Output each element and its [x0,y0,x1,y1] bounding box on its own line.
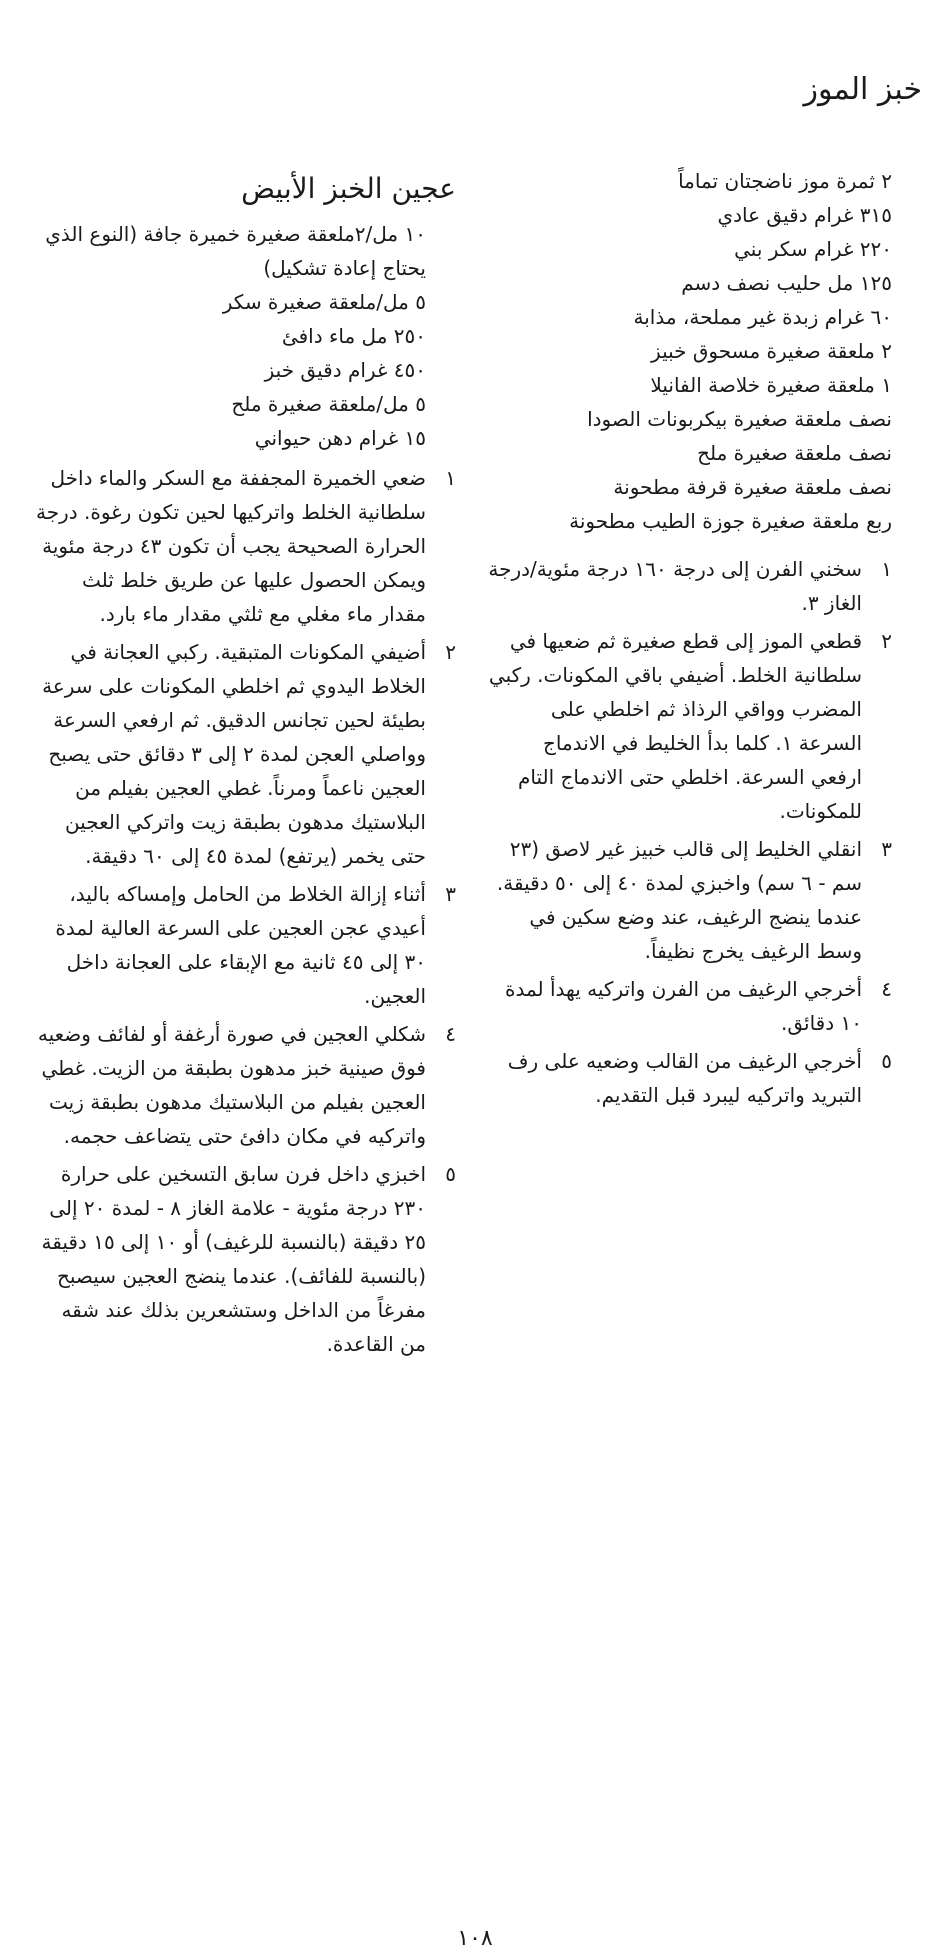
ingredient-item: ٥ مل/ملعقة صغيرة ملح [231,392,426,416]
ingredient-item: ٢٢٠ غرام سكر بني [734,237,892,261]
ingredient-item: ١٥ غرام دهن حيواني [254,426,426,450]
ingredient-item: ٢٥٠ مل ماء دافئ [281,324,426,348]
white-bread-column [32,172,456,1365]
ingredient-item: ٦٠ غرام زبدة غير مملحة، مذابة [633,305,892,329]
step-number: ٥ [445,1162,456,1186]
ingredient-item: ربع ملعقة صغيرة جوزة الطيب مطحونة [569,509,892,533]
ingredient-item: ٣١٥ غرام دقيق عادي [717,203,892,227]
page-number: ١٠٨ [457,1926,493,1951]
ingredient-item: ١ ملعقة صغيرة خلاصة الفانيلا [650,373,892,397]
step-item [32,877,456,1013]
page-title: خبز الموز [803,72,922,107]
section-title: عجين الخبز الأبيض [241,172,456,205]
step-text: اخبزي داخل فرن سابق التسخين على حرارة ٢٣٠ درجة مئوية - علامة الغاز ٨ - لمدة ٢٠ إلى ٢٥ دقيقة (بالنسبة للرغيف) أو ١٠ إلى ١٥ دقيقة (بالنسبة للفائف). عندما ينضج العجين سيصبح مفرغاً من الداخل وستشعرين بذلك عند شقه من القاعدة. [41,1162,426,1356]
step-item [32,1157,456,1361]
step-item [488,832,892,968]
banana-bread-column [488,164,892,1116]
step-text: شكلي العجين في صورة أرغفة أو لفائف وضعيه فوق صينية خبز مدهون بطبقة من الزيت. غطي العجين بفيلم من البلاستيك مدهون بطبقة زيت واتركيه في مكان دافئ حتى يتضاعف حجمه. [37,1022,426,1148]
step-text: أخرجي الرغيف من القالب وضعيه على رف التبريد واتركيه ليبرد قبل التقديم. [507,1049,862,1107]
ingredient-item: نصف ملعقة صغيرة بيكربونات الصودا [587,407,892,431]
white-bread-ingredients [32,217,426,455]
step-item [32,461,456,631]
ingredient-item: ١٢٥ مل حليب نصف دسم [681,271,892,295]
ingredient-item: ٢ ثمرة موز ناضجتان تماماً [678,169,892,193]
white-bread-steps [32,461,456,1361]
step-number: ١ [445,466,456,490]
step-number: ٣ [445,882,456,906]
ingredient-item: ١٠ مل/٢ملعقة صغيرة خميرة جافة (النوع الذي يحتاج إعادة تشكيل) [45,222,426,280]
step-number: ٤ [445,1022,456,1046]
step-item [488,552,892,620]
step-item [488,1044,892,1112]
step-number: ٣ [881,837,892,861]
step-number: ١ [881,557,892,581]
step-text: أخرجي الرغيف من الفرن واتركيه يهدأ لمدة ١٠ دقائق. [504,977,862,1035]
ingredient-item: ٤٥٠ غرام دقيق خبز [264,358,426,382]
ingredient-item: نصف ملعقة صغيرة ملح [697,441,892,465]
step-item [32,1017,456,1153]
step-number: ٥ [881,1049,892,1073]
step-text: أضيفي المكونات المتبقية. ركبي العجانة في الخلاط اليدوي ثم اخلطي المكونات على سرعة بطيئة لحين تجانس الدقيق. ثم ارفعي السرعة وواصلي العجن لمدة ٢ إلى ٣ دقائق حتى يصبح العجين ناعماً ومرناً. غطي العجين بفيلم من البلاستيك مدهون بطبقة زيت واتركي العجين حتى يخمر (يرتفع) لمدة ٤٥ إلى ٦٠ دقيقة. [42,640,426,868]
banana-bread-steps [488,552,892,1112]
step-item [488,972,892,1040]
step-text: انقلي الخليط إلى قالب خبيز غير لاصق (٢٣ سم - ٦ سم) واخبزي لمدة ٤٠ إلى ٥٠ دقيقة. عندما ينضج الرغيف، عند وضع سكين في وسط الرغيف يخرج نظيفاً. [496,837,862,963]
step-text: سخني الفرن إلى درجة ١٦٠ درجة مئوية/درجة الغاز ٣. [488,557,862,615]
ingredient-item: نصف ملعقة صغيرة قرفة مطحونة [613,475,892,499]
ingredient-item: ٢ ملعقة صغيرة مسحوق خبيز [651,339,892,363]
step-number: ٢ [445,640,456,664]
step-text: ضعي الخميرة المجففة مع السكر والماء داخل سلطانية الخلط واتركيها لحين تكون رغوة. درجة الحرارة الصحيحة يجب أن تكون ٤٣ درجة مئوية ويمكن الحصول عليها عن طريق خلط ثلث مقدار ماء مغلي مع ثلثي مقدار ماء بارد. [35,466,426,626]
step-item [488,624,892,828]
step-number: ٢ [881,629,892,653]
step-text: أثناء إزالة الخلاط من الحامل وإمساكه باليد، أعيدي عجن العجين على السرعة العالية لمدة ٣٠ إلى ٤٥ ثانية مع الإبقاء على العجانة داخل العجين. [55,882,426,1008]
step-text: قطعي الموز إلى قطع صغيرة ثم ضعيها في سلطانية الخلط. أضيفي باقي المكونات. ركبي المضرب وواقي الرذاذ ثم اخلطي على السرعة ١. كلما بدأ الخليط في الاندماج ارفعي السرعة. اخلطي حتى الاندماج التام للمكونات. [488,629,862,823]
step-item [32,635,456,873]
step-number: ٤ [881,977,892,1001]
banana-bread-ingredients [488,164,892,538]
ingredient-item: ٥ مل/ملعقة صغيرة سكر [222,290,426,314]
